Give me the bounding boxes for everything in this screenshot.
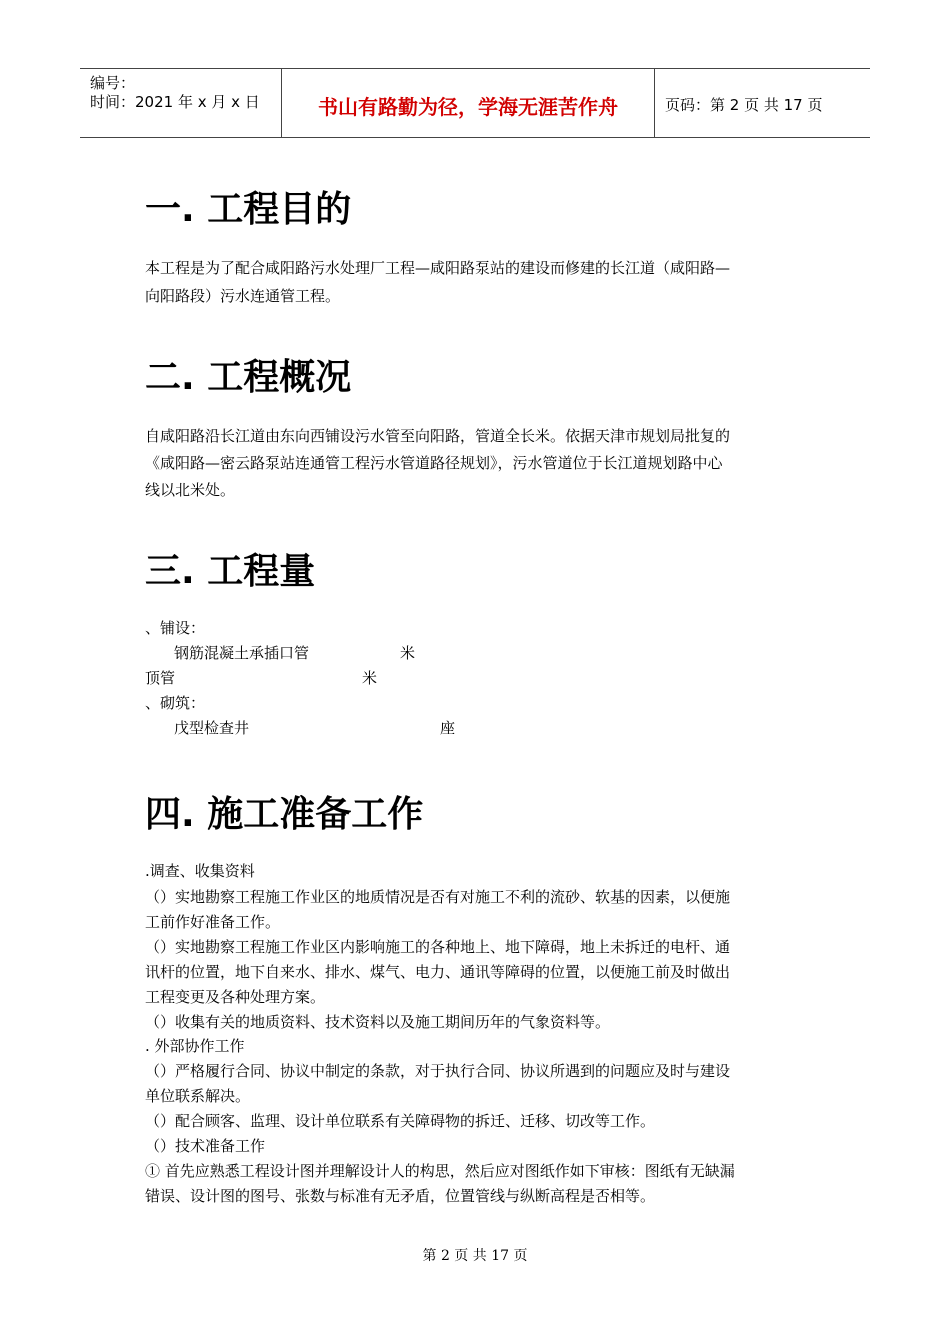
paragraph-line: （）收集有关的地质资料、技术资料以及施工期间历年的气象资料等。 [145,1013,611,1031]
quantity-name: 钢筋混凝土承插口管 [174,644,310,662]
paragraph-line: 向阳路段）污水连通管工程。 [145,287,341,305]
paragraph-line: 单位联系解决。 [145,1087,251,1105]
paragraph-line: 《咸阳路—密云路泵站连通管工程污水管道路径规划》，污水管道位于长江道规划路中心 [145,454,723,472]
page-header [80,68,870,138]
paragraph-line: .调查、收集资料 [145,862,255,880]
quantity-name: 戊型检查井 [174,719,250,737]
paragraph-line: （）实地勘察工程施工作业区的地质情况是否有对施工不利的流砂、软基的因素，以便施 [145,888,731,906]
paragraph-line: ① 首先应熟悉工程设计图并理解设计人的构思，然后应对图纸作如下审核：图纸有无缺漏 [145,1162,735,1180]
page-info: 页码：第 2 页 共 17 页 [665,96,823,114]
number-label: 编号： [90,74,136,92]
paragraph-line: . 外部协作工作 [145,1037,245,1055]
quantity-item-label: 、铺设： [145,619,206,637]
quantity-item-label: 、砌筑： [145,694,206,712]
time-label: 时间：2021 年 x 月 x 日 [90,93,260,111]
paragraph-line: 工程变更及各种处理方案。 [145,988,326,1006]
motto: 书山有路勤为径，学海无涯苦作舟 [318,95,618,119]
paragraph-line: 工前作好准备工作。 [145,913,281,931]
quantity-unit: 米 [362,669,378,687]
header-motto-cell [282,69,655,137]
paragraph-line: 线以北米处。 [145,481,236,499]
quantity-name: 顶管 [145,669,176,687]
paragraph-line: 错误、设计图的图号、张数与标准有无矛盾，位置管线与纵断高程是否相等。 [145,1187,656,1205]
paragraph-line: （）实地勘察工程施工作业区内影响施工的各种地上、地下障碍，地上未拆迁的电杆、通 [145,938,731,956]
paragraph-line: 自咸阳路沿长江道由东向西铺设污水管至向阳路，管道全长米。依据天津市规划局批复的 [145,427,731,445]
section-title-3: 三. 工程量 [145,551,316,592]
section-title-1: 一. 工程目的 [145,189,352,230]
page-footer: 第 2 页 共 17 页 [422,1248,528,1264]
paragraph-line: （）技术准备工作 [145,1137,266,1155]
quantity-unit: 座 [440,719,456,737]
paragraph-line: （）严格履行合同、协议中制定的条款，对于执行合同、协议所遇到的问题应及时与建设 [145,1062,731,1080]
paragraph-line: 讯杆的位置，地下自来水、排水、煤气、电力、通讯等障碍的位置，以便施工前及时做出 [145,963,731,981]
paragraph-line: （）配合顾客、监理、设计单位联系有关障碍物的拆迁、迁移、切改等工作。 [145,1112,656,1130]
header-page-cell [655,69,870,137]
paragraph-line: 本工程是为了配合咸阳路污水处理厂工程—咸阳路泵站的建设而修建的长江道（咸阳路— [145,259,731,277]
quantity-unit: 米 [400,644,416,662]
section-title-4: 四. 施工准备工作 [145,794,424,835]
section-title-2: 二. 工程概况 [145,357,352,398]
header-info-cell [80,69,282,137]
